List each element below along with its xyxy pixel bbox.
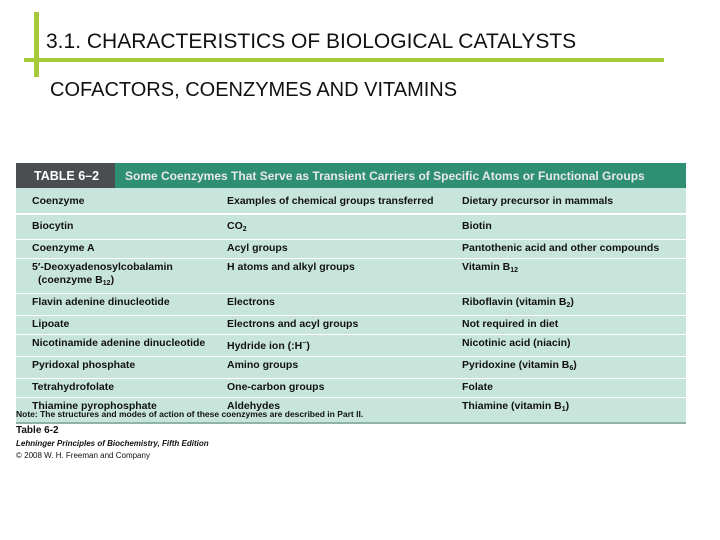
cell-coenzyme-line2 [32,274,227,290]
cell-groups: Electrons [227,296,275,308]
source-table-ref: Table 6-2 [16,425,59,436]
cell-precursor [462,296,686,312]
cell-precursor-end: ) [565,400,570,412]
cell-precursor-end: ) [570,296,574,308]
table-row [16,240,686,259]
cell-coenzyme: Nicotinamide adenine dinucleotide [32,337,206,349]
cell-groups: Aldehydes [227,400,281,412]
table-row [16,259,686,294]
cell-groups-text: CO [227,220,243,232]
cell-coenzyme: Lipoate [32,318,70,330]
subscript: 2 [566,302,571,309]
slide-subtitle: COFACTORS, COENZYMES AND VITAMINS [50,79,458,101]
cell-precursor-end: ) [573,359,577,371]
cell-precursor-text: Riboflavin (vitamin B [462,296,567,308]
coenzyme-table [16,163,686,424]
cell-precursor: Folate [462,381,493,393]
table-row [16,294,686,316]
superscript: − [302,340,307,347]
accent-horizontal-bar [24,58,664,62]
table-row [16,316,686,335]
subscript: 6 [569,365,574,372]
cell-precursor [462,359,686,375]
table-row [16,357,686,379]
column-header-coenzyme: Coenzyme [32,194,85,207]
cell-precursor: Biotin [462,220,492,232]
cell-coenzyme: Coenzyme A [32,242,95,254]
table-row [16,379,686,398]
source-book: Lehninger Principles of Biochemistry, Fifth Edition [16,439,209,448]
cell-coenzyme-line1: 5′-Deoxyadenosylcobalamin [32,261,173,273]
cell-coenzyme: Flavin adenine dinucleotide [32,296,170,308]
cell-coenzyme: Thiamine pyrophosphate [32,400,157,412]
subscript: 1 [561,406,566,413]
cell-groups [227,337,462,353]
column-header-precursor: Dietary precursor in mammals [462,194,614,207]
cell-precursor-text: Pyridoxine (vitamin B [462,359,570,371]
cell-groups [227,220,462,236]
cell-precursor-text: Thiamine (vitamin B [462,400,562,412]
cell-coenzyme-line2-text: (coenzyme B [38,274,103,286]
cell-precursor: Pantothenic acid and other compounds [462,242,660,254]
cell-coenzyme-line2-end: ) [110,274,115,286]
table-caption: Some Coenzymes That Serve as Transient Carriers of Specific Atoms or Functional Groups [125,168,645,183]
cell-groups: Amino groups [227,359,299,371]
table-body [16,215,686,424]
cell-groups-end: ) [306,340,310,352]
cell-precursor-text: Vitamin B [462,261,511,273]
subscript: 12 [102,280,111,287]
subscript: 12 [510,267,519,274]
table-header-bar [16,163,686,188]
cell-precursor [462,261,686,277]
table-note: Note: The structures and modes of action of these coenzymes are described in Part II. [16,409,364,419]
cell-coenzyme: Biocytin [32,220,74,232]
slide-title: 3.1. CHARACTERISTICS OF BIOLOGICAL CATALYSTS [46,30,577,53]
cell-groups: H atoms and alkyl groups [227,261,355,273]
cell-precursor: Nicotinic acid (niacin) [462,337,571,349]
cell-precursor [462,400,686,416]
cell-groups: Electrons and acyl groups [227,318,359,330]
source-copyright: © 2008 W. H. Freeman and Company [16,451,150,460]
column-header-groups: Examples of chemical groups transferred [227,194,434,207]
table-row [16,218,686,240]
table-row [16,335,686,357]
cell-groups-text: Hydride ion (:H [227,340,303,352]
table-label: TABLE 6–2 [16,163,115,188]
cell-groups: One-carbon groups [227,381,325,393]
cell-coenzyme [16,261,227,290]
cell-coenzyme: Tetrahydrofolate [32,381,115,393]
cell-coenzyme: Pyridoxal phosphate [32,359,136,371]
table-column-headers [16,188,686,215]
accent-vertical-bar [34,12,39,77]
subscript: 2 [242,226,247,233]
cell-precursor: Not required in diet [462,318,559,330]
cell-groups: Acyl groups [227,242,288,254]
